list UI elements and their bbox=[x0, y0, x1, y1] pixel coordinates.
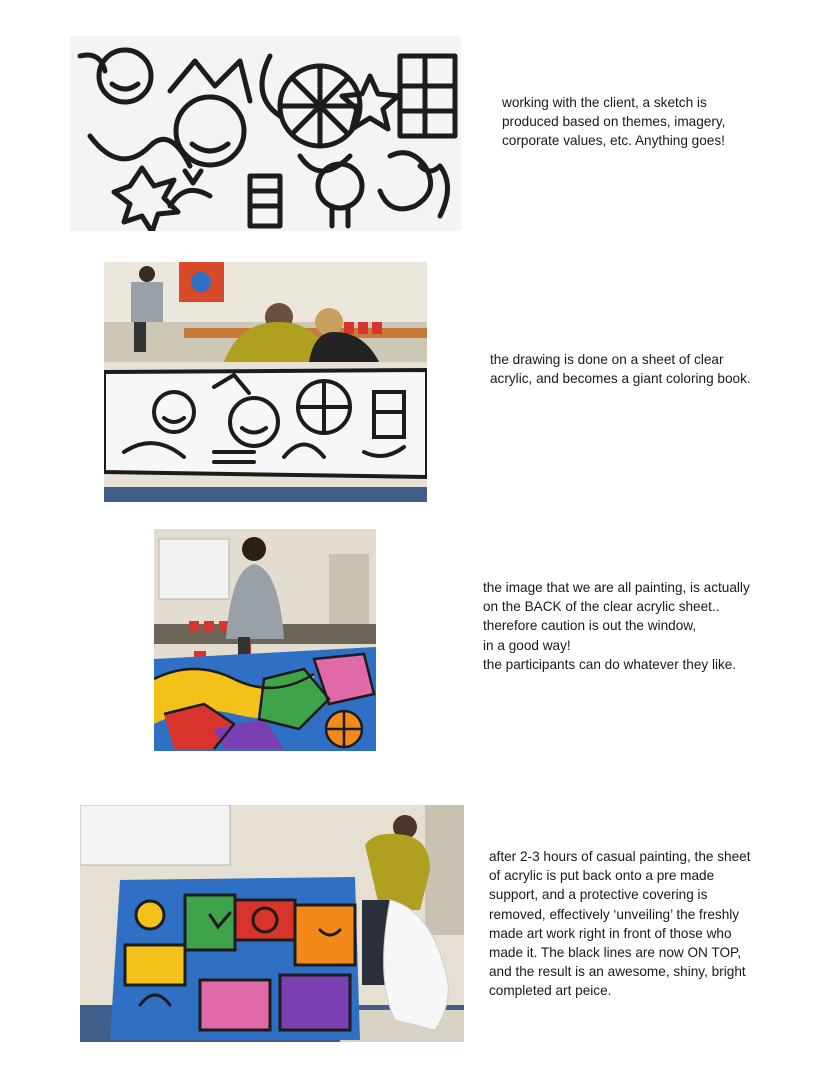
step-4-caption: after 2-3 hours of casual painting, the sheet of acrylic is put back onto a pre made support, and a protective covering is removed, effectively ‘unveiling’ the freshly made art work right in front of those who made it. The black lines are now ON TOP, and the result is an awesome, shiny, bright completed art peice. bbox=[489, 849, 751, 999]
step-3-caption: the image that we are all painting, is actually on the BACK of the clear acrylic sheet.. therefore caution is out the window, in a good way! the participants can do whatever they like. bbox=[483, 580, 750, 672]
acrylic-drawing-photo bbox=[104, 262, 427, 502]
painting-photo bbox=[154, 529, 376, 751]
step-2-caption: the drawing is done on a sheet of clear acrylic, and becomes a giant coloring book. bbox=[490, 352, 751, 387]
unveiling-photo bbox=[80, 805, 464, 1042]
sketch-photo bbox=[70, 36, 461, 231]
step-1-caption: working with the client, a sketch is produced based on themes, imagery, corporate values, etc. Anything goes! bbox=[502, 95, 726, 149]
